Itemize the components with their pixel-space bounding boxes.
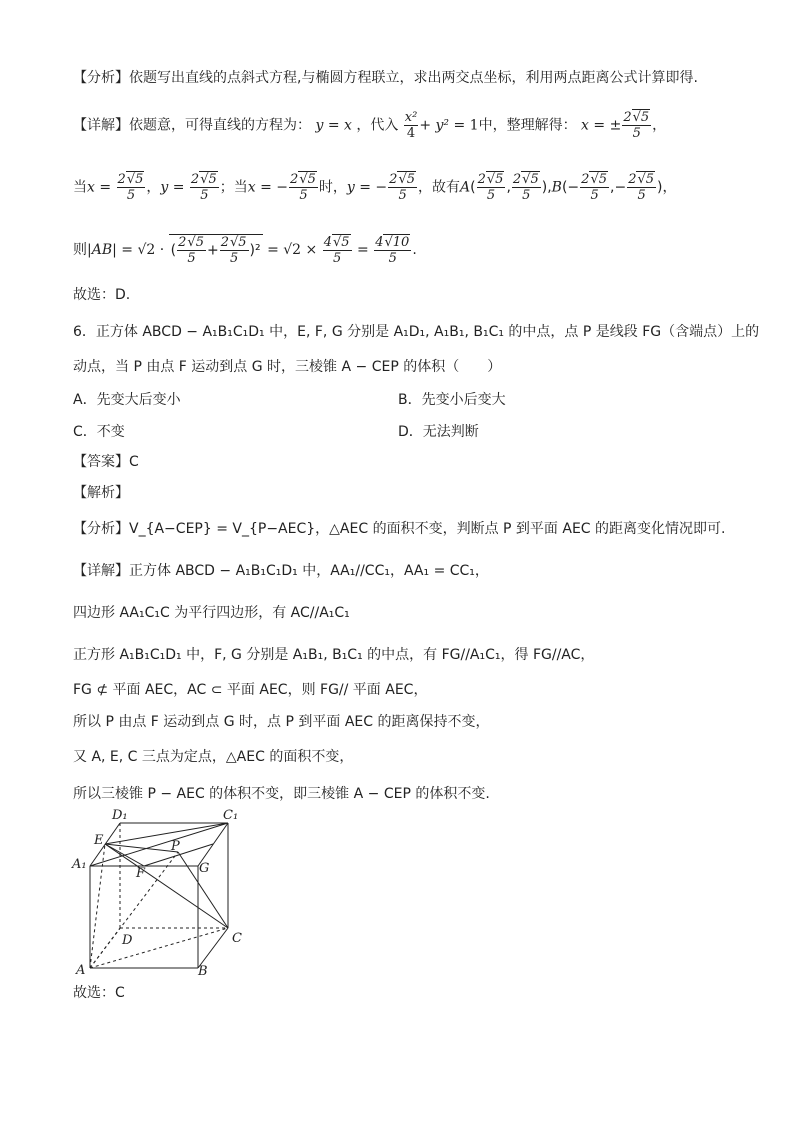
analysis-text-2: 【分析】V_{A−CEP} = V_{P−AEC}，△AEC 的面积不变，判断点 P 到平面 AEC 的距离变化情况即可.	[73, 521, 726, 537]
detail-line-1: 【详解】依题意，可得直线的方程为： y = x ，代入 $\frac{\text{x²}}{4}$ + y² = 1中，整理解得： x = ± $\frac{2√5}{5}$ ，	[73, 110, 667, 141]
final-answer: 故选：C	[73, 985, 125, 1001]
when-label-2: ；当	[219, 179, 248, 196]
x-solution-label: x = ±	[581, 117, 622, 134]
detail-ellipse-suffix: 中，整理解得：	[478, 117, 577, 134]
analysis-text-1: 【分析】依题写出直线的点斜式方程,与椭圆方程联立，求出两交点坐标，利用两点距离公式计算即得.	[73, 70, 698, 86]
hence-label: ，故有	[418, 179, 460, 196]
question-6-line-1: 6．正方体 ABCD − A₁B₁C₁D₁ 中，E, F, G 分别是 A₁D₁, A₁B₁, B₁C₁ 的中点，点 P 是线段 FG（含端点）上的	[73, 324, 760, 340]
detail-mid: ，代入	[356, 117, 399, 134]
label-p: P	[171, 839, 180, 854]
analysis-tag: 【解析】	[73, 485, 129, 501]
frac-neg-2: $\frac{2√5}{5}$	[389, 172, 415, 203]
then-label: 则	[73, 242, 87, 258]
when-label: 当	[73, 179, 87, 196]
label-c: C	[232, 931, 242, 946]
label-b: B	[198, 964, 208, 978]
solution-line-3: 正方形 A₁B₁C₁D₁ 中，F, G 分别是 A₁B₁, B₁C₁ 的中点，有 FG//A₁C₁，得 FG//AC，	[73, 647, 595, 663]
label-a: A	[76, 963, 86, 978]
frac-neg-1: $\frac{2√5}{5}$	[290, 172, 316, 203]
two-root5-over-5: $\frac{2√5}{5}$	[623, 110, 650, 141]
solution-line-2: 四边形 AA₁C₁C 为平行四边形，有 AC//A₁C₁	[73, 605, 350, 621]
option-c: C．不变	[73, 424, 125, 440]
frac-pos-1: $\frac{2√5}{5}$	[117, 172, 144, 203]
detail-prefix: 【详解】依题意，可得直线的方程为：	[73, 117, 311, 134]
question-6-line-2: 动点，当 P 由点 F 运动到点 G 时，三棱锥 A − CEP 的体积（ ）	[73, 359, 502, 375]
option-b: B．先变小后变大	[398, 392, 506, 408]
frac-pos-2: $\frac{2√5}{5}$	[190, 172, 217, 203]
label-f: F	[136, 866, 146, 881]
option-d: D．无法判断	[398, 424, 479, 440]
label-g: G	[199, 861, 210, 876]
solution-line-4: FG ⊄ 平面 AEC，AC ⊂ 平面 AEC，则 FG// 平面 AEC，	[73, 682, 428, 698]
label-a1: A₁	[72, 857, 87, 872]
solution-line-5: 所以 P 由点 F 运动到点 G 时，点 P 到平面 AEC 的距离保持不变，	[73, 714, 490, 730]
solution-line-1: 【详解】正方体 ABCD − A₁B₁C₁D₁ 中，AA₁//CC₁，AA₁ = CC₁，	[73, 563, 489, 579]
answer-previous: 故选：D.	[73, 287, 131, 303]
x-squared-over-4: $\frac{\text{x²}}{4}$	[404, 110, 418, 141]
label-e: E	[94, 833, 104, 848]
label-c1: C₁	[223, 808, 239, 823]
solution-line-6: 又 A, E, C 三点为定点，△AEC 的面积不变，	[73, 749, 354, 765]
option-a: A．先变大后变小	[73, 392, 181, 408]
cube-figure	[60, 806, 260, 978]
detail-tail: ，	[652, 117, 667, 134]
line-equation: y = x	[315, 117, 352, 134]
label-d: D	[122, 933, 133, 948]
answer-tag: 【答案】C	[73, 454, 139, 470]
detail-line-2: 当x = $\frac{2√5}{5}$ ，y = $\frac{2√5}{5}$ ；当x = − $\frac{2√5}{5}$ 时，y = − $\frac{2√5}{5}$ ，故有A( $\frac{2√5}{5}$ , $\frac{2√5}{5}$ ),B(− $\frac{2√5}{5}$ ,− $\frac{2√5}{5}$ )，	[73, 172, 677, 203]
detail-line-3: 则|AB| = √2 · ( $\frac{2√5}{5}$ + $\frac{2√5}{5}$ )² = √2 × $\frac{4√5}{5}$ = $\frac{4√10}{5}$ .	[73, 234, 417, 266]
distance-radical: ( $\frac{2√5}{5}$ + $\frac{2√5}{5}$ )²	[170, 235, 261, 266]
label-d1: D₁	[112, 808, 128, 823]
solution-line-7: 所以三棱锥 P − AEC 的体积不变，即三棱锥 A − CEP 的体积不变.	[73, 786, 490, 802]
time-label: 时，	[318, 179, 347, 196]
